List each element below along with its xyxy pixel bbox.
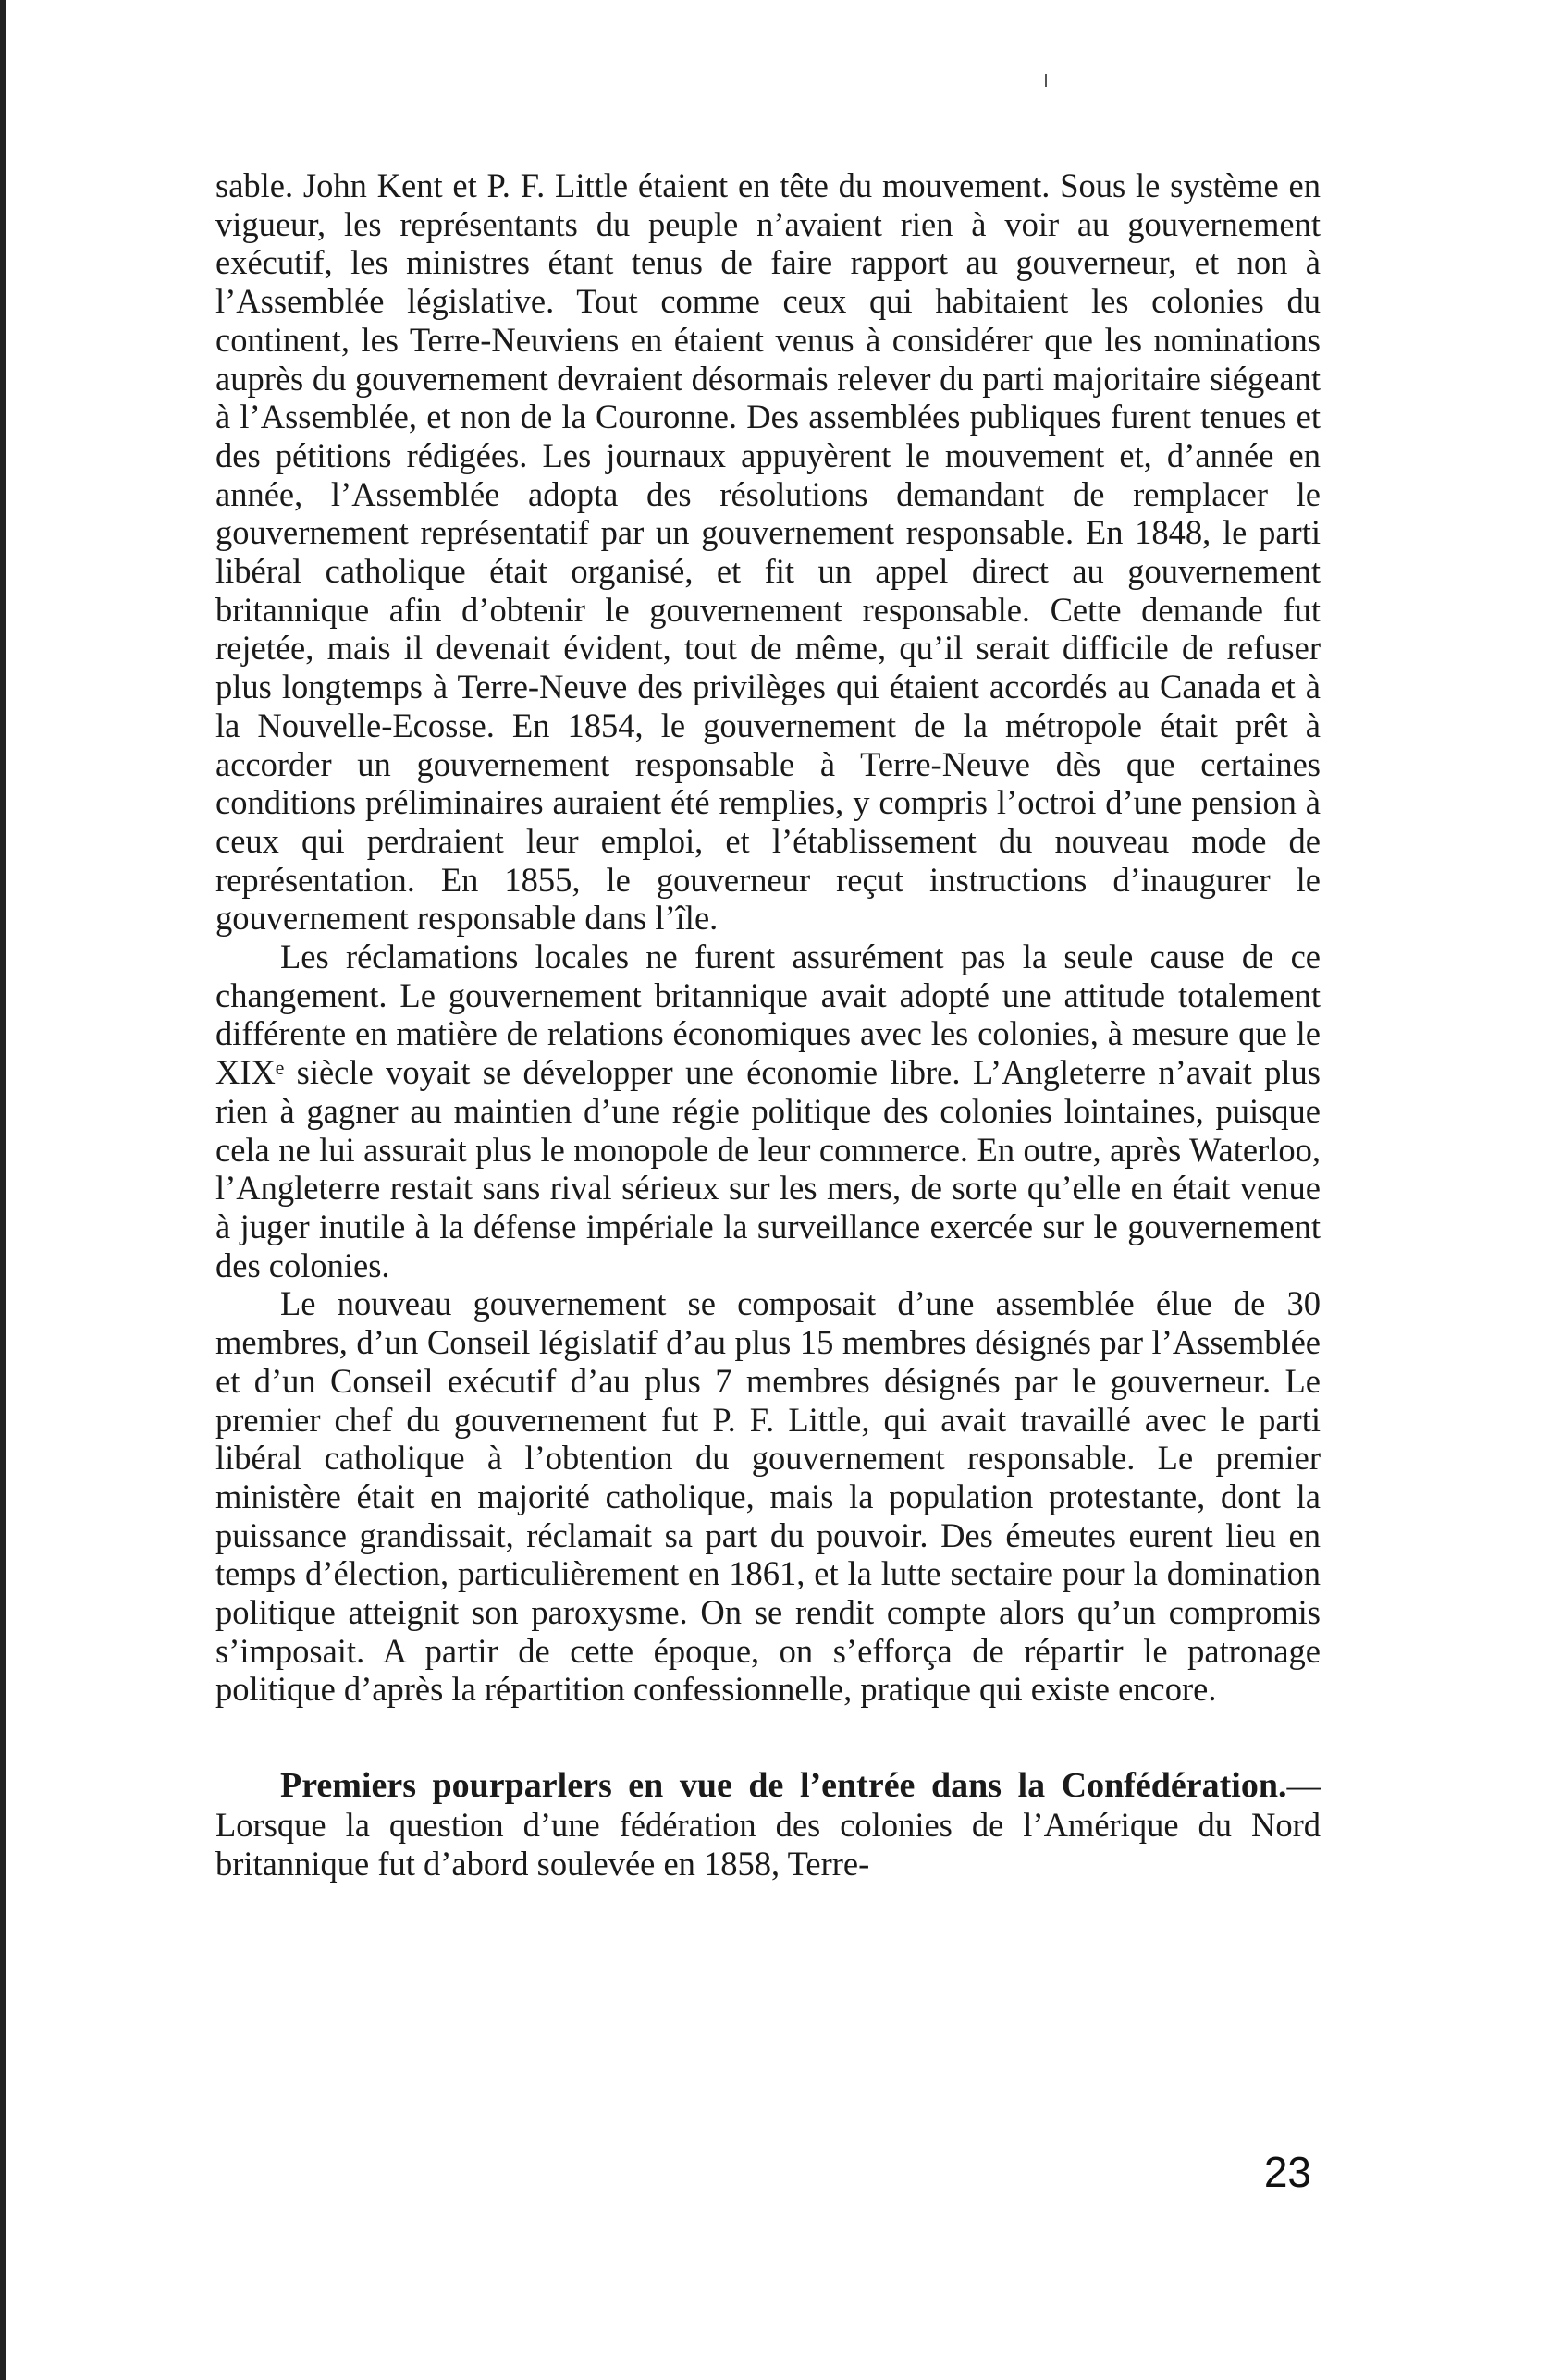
- scan-mark: [1045, 74, 1047, 87]
- text-column: [215, 166, 1321, 1883]
- section-text: —Lorsque la question d’une fédération des colonies de l’Amérique du Nord britannique fut d’abord soulevée en 1858, Terre-: [215, 1766, 1321, 1883]
- section-paragraph: [215, 1766, 1321, 1883]
- paragraph-3: Le nouveau gouvernement se composait d’une assemblée élue de 30 membres, d’un Conseil législatif d’au plus 15 membres désignés par l’Assemblée et d’un Conseil exécutif d’au plus 7 membres désignés par le gouverneur. Le premier chef du gouvernement fut P. F. Little, qui avait travaillé avec le parti libéral catholique à l’obtention du gouvernement responsable. Le premier ministère était en majorité catholique, mais la population protestante, dont la puissance grandissait, réclamait sa part du pouvoir. Des émeutes eurent lieu en temps d’élection, particulièrement en 1861, et la lutte sectaire pour la domination politique atteignit son paroxysme. On se rendit compte alors qu’un compromis s’imposait. A partir de cette époque, on s’efforça de répartir le patronage politique d’après la répartition confessionnelle, pratique qui existe encore.: [215, 1284, 1321, 1709]
- paragraph-2: Les réclamations locales ne furent assurément pas la seule cause de ce changement. Le gouvernement britannique avait adopté une attitude totalement différente en matière de relations économiques avec les colonies, à mesure que le XIXᵉ siècle voyait se développer une économie libre. L’Angleterre n’avait plus rien à gagner au maintien d’une régie politique des colonies lointaines, puisque cela ne lui assurait plus le monopole de leur commerce. En outre, après Waterloo, l’Angleterre restait sans rival sérieux sur les mers, de sorte qu’elle en était venue à juger inutile à la défense impériale la surveillance exercée sur le gouvernement des colonies.: [215, 938, 1321, 1284]
- page-number: 23: [1263, 2148, 1311, 2196]
- paragraph-1: sable. John Kent et P. F. Little étaient en tête du mouvement. Sous le système en vigueur, les représentants du peuple n’avaient rien à voir au gouvernement exécutif, les ministres étant tenus de faire rapport au gouverneur, et non à l’Assemblée législative. Tout comme ceux qui habitaient les colonies du continent, les Terre-Neuviens en étaient venus à considérer que les nominations auprès du gouvernement devraient désormais relever du parti majoritaire siégeant à l’Assemblée, et non de la Couronne. Des assemblées publiques furent tenues et des pétitions rédigées. Les journaux appuyèrent le mouvement et, d’année en année, l’Assemblée adopta des résolutions demandant de remplacer le gouvernement représentatif par un gouvernement responsable. En 1848, le parti libéral catholique était organisé, et fit un appel direct au gouvernement britannique afin d’obtenir le gouvernement responsable. Cette demande fut rejetée, mais il devenait évident, tout de même, qu’il serait difficile de refuser plus longtemps à Terre-Neuve des privilèges qui étaient accordés au Canada et à la Nouvelle-Ecosse. En 1854, le gouvernement de la métropole était prêt à accorder un gouvernement responsable à Terre-Neuve dès que certaines conditions préliminaires auraient été remplies, y compris l’octroi d’une pension à ceux qui perdraient leur emploi, et l’établissement du nouveau mode de représentation. En 1855, le gouverneur reçut instructions d’inaugurer le gouvernement responsable dans l’île.: [215, 166, 1321, 938]
- section-title: Premiers pourparlers en vue de l’entrée dans la Confédération.: [280, 1766, 1287, 1806]
- page-edge: [0, 0, 6, 2380]
